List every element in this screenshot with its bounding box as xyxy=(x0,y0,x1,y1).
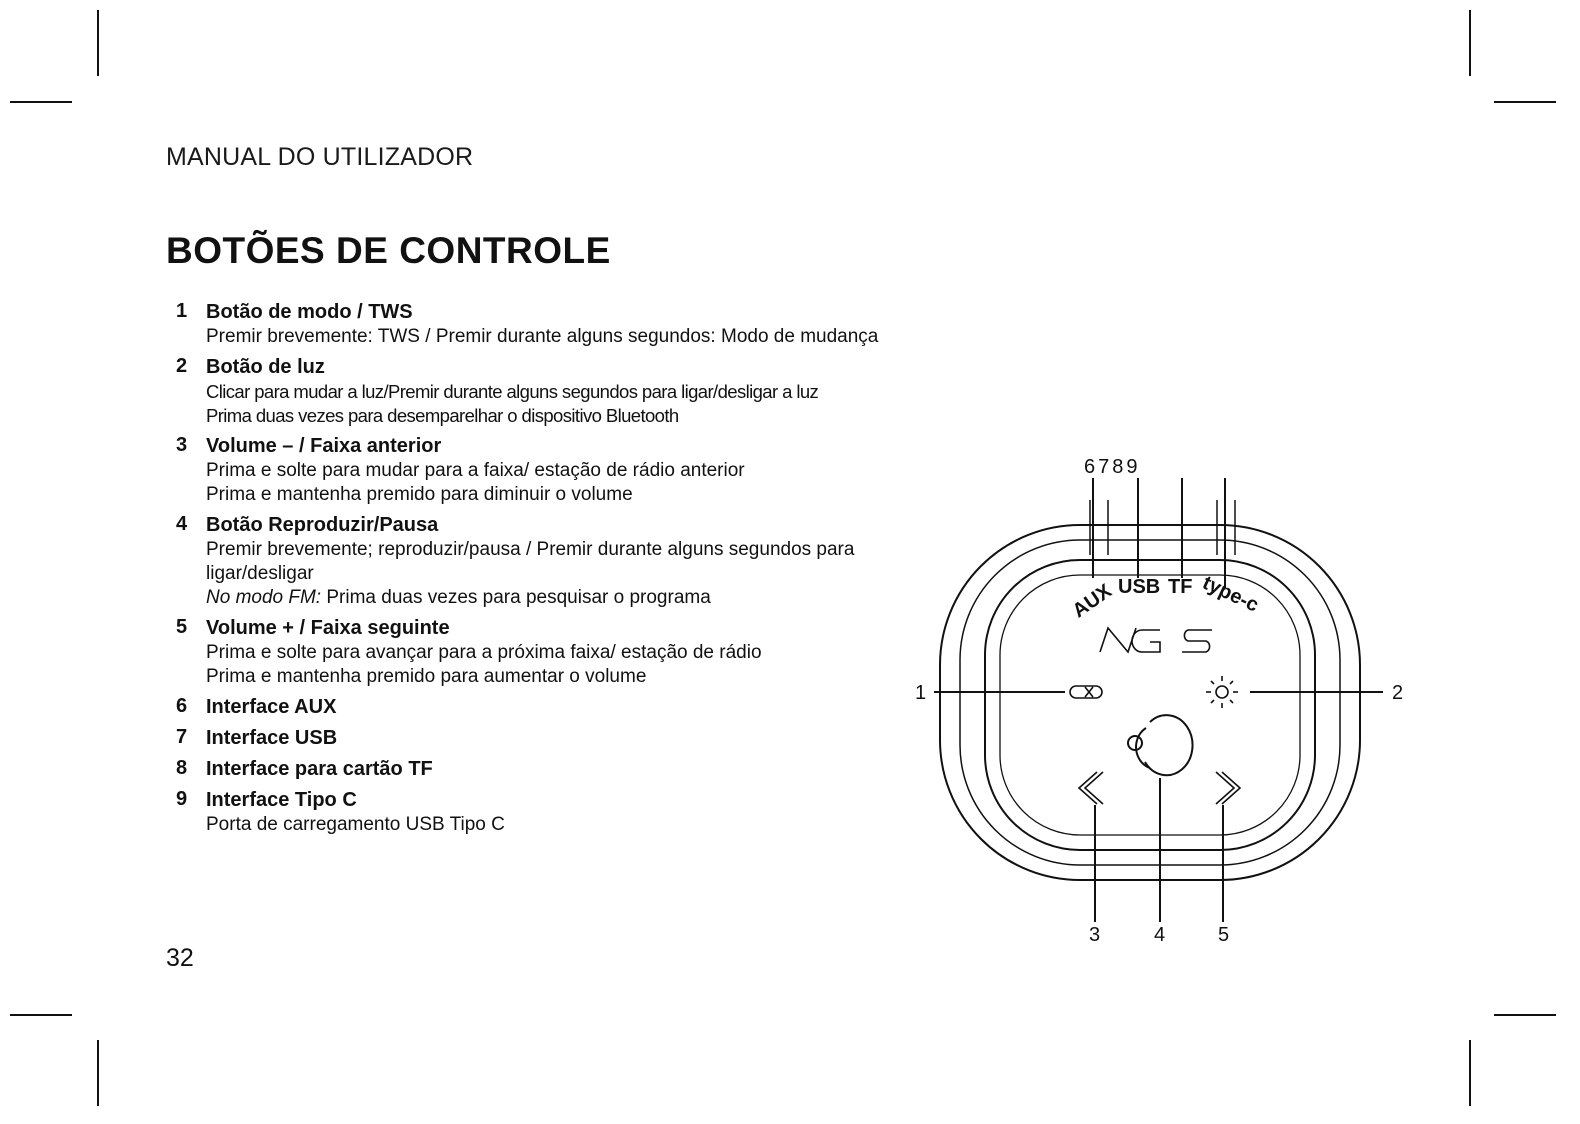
speaker-top-panel-inner xyxy=(1000,575,1300,835)
control-number: 8 xyxy=(176,757,188,779)
control-title: Interface USB xyxy=(206,727,338,749)
control-description: Prima e solte para avançar para a próxima faixa/ estação de rádio xyxy=(206,642,762,663)
control-item-light xyxy=(176,355,956,428)
crop-mark-bottom-left-vertical xyxy=(97,1040,99,1106)
mode-tws-icon xyxy=(1070,686,1102,698)
speaker-top-panel xyxy=(985,560,1315,850)
port-label-aux: AUX xyxy=(1068,580,1116,623)
play-pause-icon xyxy=(1128,715,1193,775)
crop-mark-top-right-vertical xyxy=(1469,10,1471,76)
control-number: 4 xyxy=(176,513,188,535)
fm-mode-label: No modo FM: xyxy=(206,587,322,608)
control-item-mode-tws xyxy=(176,300,956,349)
fm-mode-text: Prima duas vezes para pesquisar o programa xyxy=(321,587,711,608)
control-item-aux xyxy=(176,695,956,720)
control-item-usb xyxy=(176,726,956,751)
control-number: 3 xyxy=(176,434,188,456)
page-title: BOTÕES DE CONTROLE xyxy=(166,230,611,271)
port-label-tf: TF xyxy=(1168,576,1193,598)
control-title: Botão de modo / TWS xyxy=(206,301,413,323)
crop-mark-top-left-vertical xyxy=(97,10,99,76)
control-number: 5 xyxy=(176,616,188,638)
crop-mark-top-left-horizontal xyxy=(10,101,72,103)
control-description: ligar/desligar xyxy=(206,563,314,584)
control-item-tf xyxy=(176,757,956,782)
control-number: 6 xyxy=(176,695,188,717)
control-title: Volume – / Faixa anterior xyxy=(206,435,442,457)
control-title: Interface AUX xyxy=(206,696,337,718)
ngs-logo-icon xyxy=(1100,628,1212,652)
next-track-icon xyxy=(1216,772,1240,804)
control-number: 1 xyxy=(176,300,188,322)
control-title: Volume + / Faixa seguinte xyxy=(206,617,450,639)
light-icon xyxy=(1206,676,1238,708)
crop-mark-bottom-right-horizontal xyxy=(1494,1014,1556,1016)
control-title: Interface para cartão TF xyxy=(206,758,433,780)
control-item-type-c xyxy=(176,788,956,837)
page-number: 32 xyxy=(166,944,194,972)
callout-number-1: 1 xyxy=(915,682,927,704)
control-item-volume-down xyxy=(176,434,956,507)
control-title: Interface Tipo C xyxy=(206,789,357,811)
control-item-play-pause xyxy=(176,513,956,610)
control-description-fm xyxy=(206,586,956,610)
port-label-type-c: type-c xyxy=(1199,571,1262,617)
control-description: Prima e mantenha premido para aumentar o volume xyxy=(206,666,647,687)
callout-number-2: 2 xyxy=(1392,682,1404,704)
callout-number-4: 4 xyxy=(1154,924,1166,946)
control-description: Premir brevemente; reproduzir/pausa / Premir durante alguns segundos para xyxy=(206,539,855,560)
crop-mark-top-right-horizontal xyxy=(1494,101,1556,103)
control-title: Botão Reproduzir/Pausa xyxy=(206,514,439,536)
manual-header: MANUAL DO UTILIZADOR xyxy=(166,143,474,171)
control-description: Porta de carregamento USB Tipo C xyxy=(206,814,505,835)
callout-number-5: 5 xyxy=(1218,924,1230,946)
control-item-volume-up xyxy=(176,616,956,689)
control-description: Prima duas vezes para desemparelhar o dispositivo Bluetooth xyxy=(206,405,679,426)
callout-number-3: 3 xyxy=(1089,924,1101,946)
control-number: 9 xyxy=(176,788,188,810)
crop-mark-bottom-left-horizontal xyxy=(10,1014,72,1016)
control-description: Premir brevemente: TWS / Premir durante alguns segundos: Modo de mudança xyxy=(206,326,879,347)
port-label-usb: USB xyxy=(1118,576,1161,598)
previous-track-icon xyxy=(1079,772,1103,804)
control-title: Botão de luz xyxy=(206,356,325,378)
speaker-diagram xyxy=(900,440,1420,960)
control-description: Prima e solte para mudar para a faixa/ estação de rádio anterior xyxy=(206,460,745,481)
control-number: 2 xyxy=(176,355,188,377)
controls-list xyxy=(176,300,956,843)
control-number: 7 xyxy=(176,726,188,748)
control-description: Clicar para mudar a luz/Premir durante alguns segundos para ligar/desligar a luz xyxy=(206,381,819,402)
callout-top-numbers: 6789 xyxy=(1084,456,1141,478)
speaker-strap xyxy=(1090,500,1235,555)
control-description: Prima e mantenha premido para diminuir o volume xyxy=(206,484,633,505)
crop-mark-bottom-right-vertical xyxy=(1469,1040,1471,1106)
